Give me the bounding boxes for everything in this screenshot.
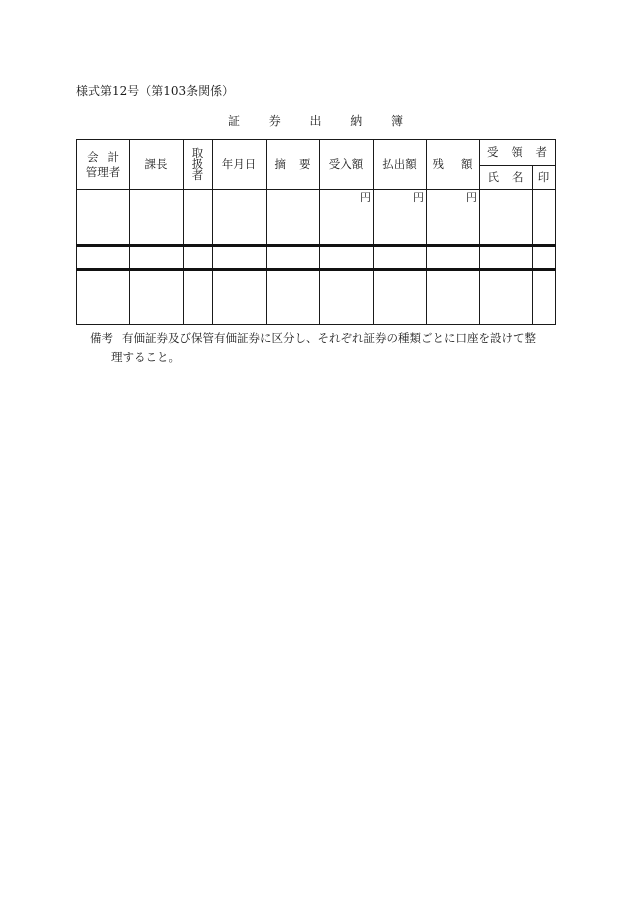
title-char-4: 納	[350, 114, 363, 128]
header-handler-char-3: 者	[191, 168, 204, 182]
header-recipient-char-1: 受	[487, 145, 499, 159]
header-accounting-officer-bottom: 管理者	[85, 164, 121, 179]
title-char-1: 証	[228, 114, 241, 128]
remarks-line-2: 理すること。	[111, 350, 180, 364]
header-recipient	[479, 140, 555, 165]
header-balance-char-1: 残	[432, 157, 444, 171]
header-accounting-char-1: 会	[87, 149, 99, 164]
header-seal-label: 印	[537, 169, 550, 184]
header-accounting-char-2: 計	[107, 149, 119, 164]
header-date-label: 年月日	[221, 157, 257, 171]
title-char-3: 出	[309, 114, 322, 128]
securities-ledger-table	[76, 139, 556, 325]
header-name-char-2: 名	[512, 169, 524, 184]
header-recipient-char-2: 領	[511, 145, 523, 159]
title-char-5: 簿	[390, 114, 403, 128]
remarks	[90, 329, 560, 367]
header-handler-char-1: 取	[191, 146, 204, 160]
balance-unit: 円	[466, 191, 477, 204]
header-paid-amount-label: 払出額	[382, 157, 417, 171]
header-section-chief	[129, 140, 183, 189]
header-accounting-officer	[77, 140, 129, 189]
header-seal	[532, 165, 555, 189]
header-handler	[183, 140, 212, 189]
header-balance-char-2: 額	[461, 157, 473, 171]
header-bottom-line	[77, 189, 555, 190]
paid-amount-unit: 円	[413, 191, 424, 204]
form-number: 様式第12号（第103条関係）	[76, 84, 235, 98]
received-amount-unit: 円	[360, 191, 371, 204]
remarks-line-1: 有価証券及び保管有価証券に区分し、それぞれ証券の種類ごとに口座を設けて整	[122, 331, 536, 345]
header-name-char-1: 氏	[487, 169, 499, 184]
header-handler-char-2: 扱	[191, 157, 204, 171]
header-received-amount-label: 受入額	[328, 157, 364, 171]
title-char-2: 券	[268, 114, 281, 128]
header-section-chief-label: 課長	[144, 157, 168, 171]
header-paid-amount	[373, 140, 426, 189]
header-summary	[266, 140, 319, 189]
thick-separator-line	[76, 268, 556, 271]
header-date	[212, 140, 266, 189]
header-recipient-char-3: 者	[535, 145, 547, 159]
header-balance	[426, 140, 479, 189]
header-received-amount	[319, 140, 373, 189]
thick-separator-line	[76, 244, 556, 247]
remarks-label: 備考	[90, 331, 113, 345]
document-title	[228, 113, 403, 129]
header-summary-char-1: 摘	[274, 157, 286, 171]
header-summary-char-2: 要	[299, 157, 311, 171]
header-name	[479, 165, 532, 189]
